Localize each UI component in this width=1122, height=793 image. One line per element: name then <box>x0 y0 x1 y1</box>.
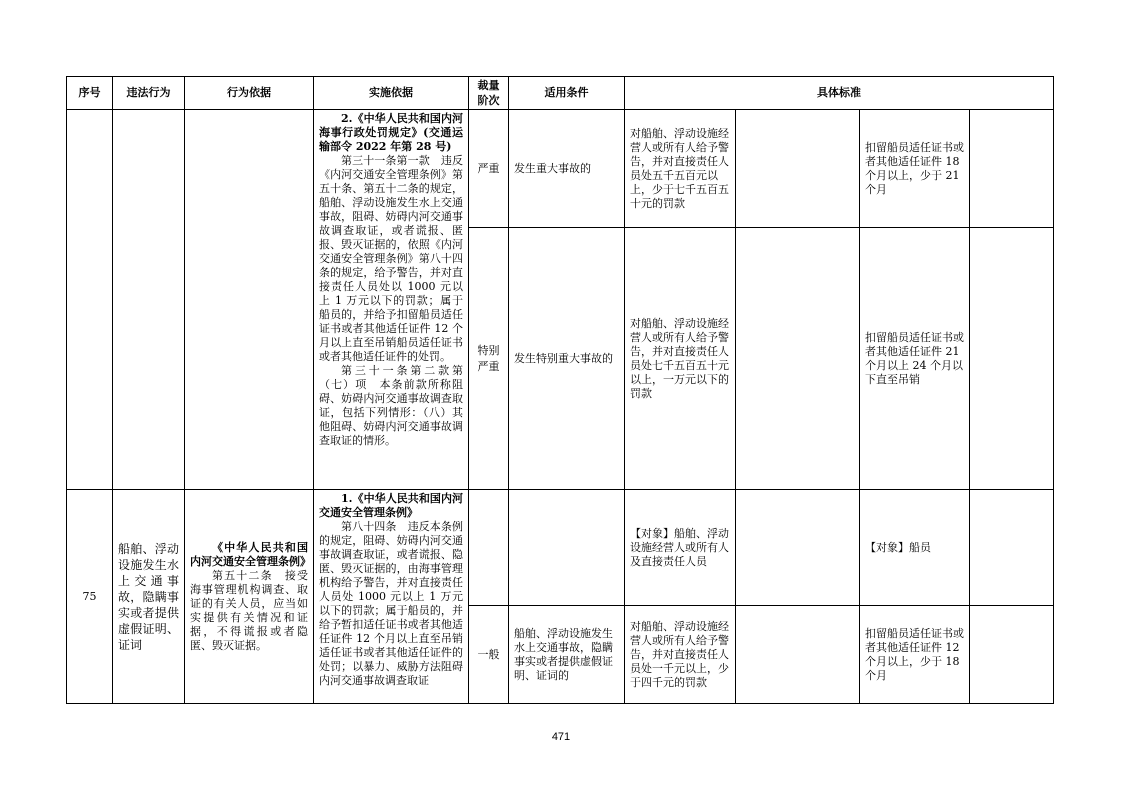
cell-std1-b: 对船舶、浮动设施经营人或所有人给予警告，并对直接责任人员处七千五百五十元以上，一万元以下的罚款 <box>625 228 736 490</box>
cell-std4-b <box>970 228 1054 490</box>
cell-std2-c <box>736 606 860 704</box>
cell-level-c: 一般 <box>469 606 509 704</box>
header-std: 具体标准 <box>625 77 1054 110</box>
cell-std2-b <box>736 228 860 490</box>
penalty-table <box>66 76 1054 704</box>
impl-para-2: 第三十一条第二款第（七）项 本条前款所称阻碍、妨碍内河交通事故调查取证，包括下列情形：（八）其他阻碍、妨碍内河交通事故调查取证的情形。 <box>319 364 463 447</box>
page-number: 471 <box>551 731 571 743</box>
impl-body-75: 第八十四条 违反本条例的规定，阻碍、妨碍内河交通事故调查取证，或者谎报、隐匿、毁灭证据的，由海事管理机构给予警告，并对直接责任人员处 1000 元以上 1 万元以下的罚款；属于船员的，并给予暂扣适任证书或者其他适任证件 12 个月以上直至吊销适任证书或者其他适任证件的处罚；以暴力、威胁方法阻碍内河交通事故调查取证 <box>319 520 463 687</box>
basis-title: 《中华人民共和国内河交通安全管理条例》 <box>190 540 311 568</box>
header-act: 违法行为 <box>113 77 185 110</box>
impl-title: 2.《中华人民共和国内河海事行政处罚规定》(交通运输部令 2022 年第 28 号) <box>319 112 463 153</box>
cell-std2-obj <box>736 490 860 606</box>
header-seq: 序号 <box>67 77 113 110</box>
cell-basis-75 <box>185 490 314 704</box>
cell-std4-obj <box>970 490 1054 606</box>
cell-cond-b: 发生特别重大事故的 <box>509 228 625 490</box>
cell-level-obj <box>469 490 509 606</box>
cell-level-b <box>469 228 509 490</box>
cell-std3-c: 扣留船员适任证书或者其他适任证件 12 个月以上，少于 18 个月 <box>860 606 970 704</box>
impl-para-1: 第三十一条第一款 违反《内河交通安全管理条例》第五十条、第五十二条的规定，船舶、浮动设施发生水上交通事故，阻碍、妨碍内河交通事故调查取证，或者谎报、匿报、毁灭证据的，依照《内河交通安全管理条例》第八十四条的规定，给予警告，并对直接责任人员处以 1000 元以上 1 万元以下的罚款；属于船员的，并给予扣留船员适任证书或者其他适任证件 12 个月以上直至吊销船员适任证书或者其他适任证件的处罚。 <box>319 154 463 363</box>
cell-std3-obj: 【对象】船员 <box>860 490 970 606</box>
cell-std1-obj: 【对象】船舶、浮动设施经营人或所有人及直接责任人员 <box>625 490 736 606</box>
header-level-text: 裁量阶次 <box>477 79 500 107</box>
cell-basis-empty <box>185 110 314 490</box>
cell-std1-c: 对船舶、浮动设施经营人或所有人给予警告，并对直接责任人员处一千元以上，少于四千元的罚款 <box>625 606 736 704</box>
cell-std1-a: 对船舶、浮动设施经营人或所有人给予警告，并对直接责任人员处五千五百元以上，少于七千五百五十元的罚款 <box>625 110 736 228</box>
header-basis: 行为依据 <box>185 77 314 110</box>
header-impl: 实施依据 <box>314 77 469 110</box>
header-level <box>469 77 509 110</box>
cell-cond-obj <box>509 490 625 606</box>
cell-impl-75 <box>314 490 469 704</box>
cell-std3-a: 扣留船员适任证书或者其他适任证件 18 个月以上，少于 21 个月 <box>860 110 970 228</box>
basis-body: 第五十二条 接受海事管理机构调查、取证的有关人员，应当如实提供有关情况和证据，不得谎报或者隐匿、毁灭证据。 <box>190 568 308 652</box>
table-row <box>67 490 1054 606</box>
cell-seq-empty <box>67 110 113 490</box>
level-b-text: 特别严重 <box>477 343 500 373</box>
cell-std4-a <box>970 110 1054 228</box>
cell-std2-a <box>736 110 860 228</box>
table-header-row <box>67 77 1054 110</box>
header-cond: 适用条件 <box>509 77 625 110</box>
cell-act-empty <box>113 110 185 490</box>
cell-act-75: 船舶、浮动设施发生水上交通事故，隐瞒事实或者提供虚假证明、证词 <box>113 490 185 704</box>
table-row <box>67 110 1054 228</box>
cell-std3-b: 扣留船员适任证书或者其他适任证件 21 个月以上 24 个月以下直至吊销 <box>860 228 970 490</box>
cell-cond-a: 发生重大事故的 <box>509 110 625 228</box>
cell-std4-c <box>970 606 1054 704</box>
cell-level-a: 严重 <box>469 110 509 228</box>
cell-cond-c: 船舶、浮动设施发生水上交通事故，隐瞒事实或者提供虚假证明、证词的 <box>509 606 625 704</box>
cell-impl-r1 <box>314 110 469 490</box>
cell-seq-75: 75 <box>67 490 113 704</box>
impl-title-75: 1.《中华人民共和国内河交通安全管理条例》 <box>319 492 463 519</box>
